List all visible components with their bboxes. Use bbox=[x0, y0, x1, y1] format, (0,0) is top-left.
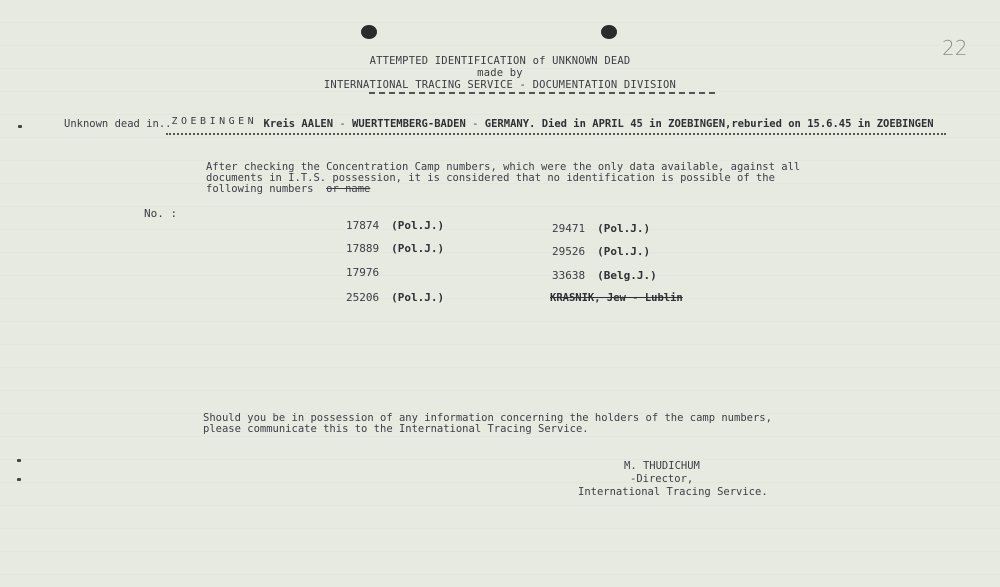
subject-died: Died in APRIL 45 in ZOEBINGEN, bbox=[541, 118, 732, 130]
nationality-tag: (Pol.J.) bbox=[597, 222, 651, 235]
camp-number-entry bbox=[346, 291, 444, 304]
subject-state: WUERTTEMBERG-BADEN bbox=[352, 118, 466, 130]
signature-name: M. THUDICHUM bbox=[624, 460, 700, 472]
punch-hole-left bbox=[361, 25, 377, 39]
subject-district: Kreis AALEN bbox=[263, 118, 334, 130]
camp-number: 17874 bbox=[346, 219, 380, 232]
header-made-by: made by bbox=[477, 67, 523, 79]
signature-organization: International Tracing Service. bbox=[578, 486, 768, 498]
header-title: ATTEMPTED IDENTIFICATION of UNKNOWN DEAD bbox=[369, 55, 631, 67]
punch-hole-right bbox=[601, 25, 617, 39]
nationality-tag: (Pol.J.) bbox=[391, 242, 445, 255]
camp-number: 25206 bbox=[346, 291, 380, 304]
camp-number-entry bbox=[346, 219, 444, 232]
subject-reburied: reburied on 15.6.45 in ZOEBINGEN bbox=[731, 118, 934, 130]
camp-number: 17976 bbox=[346, 266, 380, 279]
nationality-tag: (Pol.J.) bbox=[391, 219, 445, 232]
nationality-tag: (Belg.J.) bbox=[597, 269, 657, 282]
header-organization: INTERNATIONAL TRACING SERVICE - DOCUMENTATION DIVISION bbox=[323, 79, 677, 91]
paragraph-line: After checking the Concentration Camp numbers, which were the only data available, against all bbox=[206, 161, 801, 173]
camp-number-entry bbox=[346, 242, 444, 255]
separator: - bbox=[465, 118, 485, 130]
subject-line bbox=[64, 118, 934, 130]
paragraph-line bbox=[206, 184, 370, 195]
subject-dots: .. bbox=[158, 118, 172, 130]
struck-name-entry: KRASNIK, Jew - Lublin bbox=[550, 292, 683, 304]
closing-line: please communicate this to the International Tracing Service. bbox=[203, 423, 589, 435]
signature-title: -Director, bbox=[630, 473, 694, 485]
margin-mark bbox=[17, 478, 21, 481]
camp-number: 33638 bbox=[552, 269, 586, 282]
camp-number-entry bbox=[552, 222, 650, 235]
camp-number: 17889 bbox=[346, 242, 380, 255]
nationality-tag: (Pol.J.) bbox=[597, 245, 651, 258]
subject-country: GERMANY. bbox=[484, 118, 536, 130]
numbers-label: No. : bbox=[144, 207, 178, 220]
camp-number-entry bbox=[552, 245, 650, 258]
camp-number-entry bbox=[346, 266, 391, 279]
margin-mark bbox=[17, 459, 21, 462]
camp-number-entry bbox=[552, 269, 657, 282]
paragraph-text: following numbers bbox=[206, 183, 314, 195]
camp-number: 29471 bbox=[552, 222, 586, 235]
page-number: 22 bbox=[942, 36, 968, 60]
subject-dotted-line bbox=[166, 133, 946, 135]
margin-mark bbox=[18, 125, 22, 128]
separator: - bbox=[333, 118, 353, 130]
subject-town: ZOEBINGEN bbox=[171, 116, 258, 127]
closing-line: Should you be in possession of any information concerning the holders of the camp numbers, bbox=[203, 412, 772, 424]
paragraph-line: documents in I.T.S. possession, it is considered that no identification is possible of the bbox=[206, 172, 775, 184]
subject-prefix: Unknown dead in bbox=[64, 118, 159, 130]
nationality-tag: (Pol.J.) bbox=[391, 291, 445, 304]
struck-text: or name bbox=[326, 183, 371, 195]
camp-number: 29526 bbox=[552, 245, 586, 258]
header-underline bbox=[369, 92, 715, 94]
